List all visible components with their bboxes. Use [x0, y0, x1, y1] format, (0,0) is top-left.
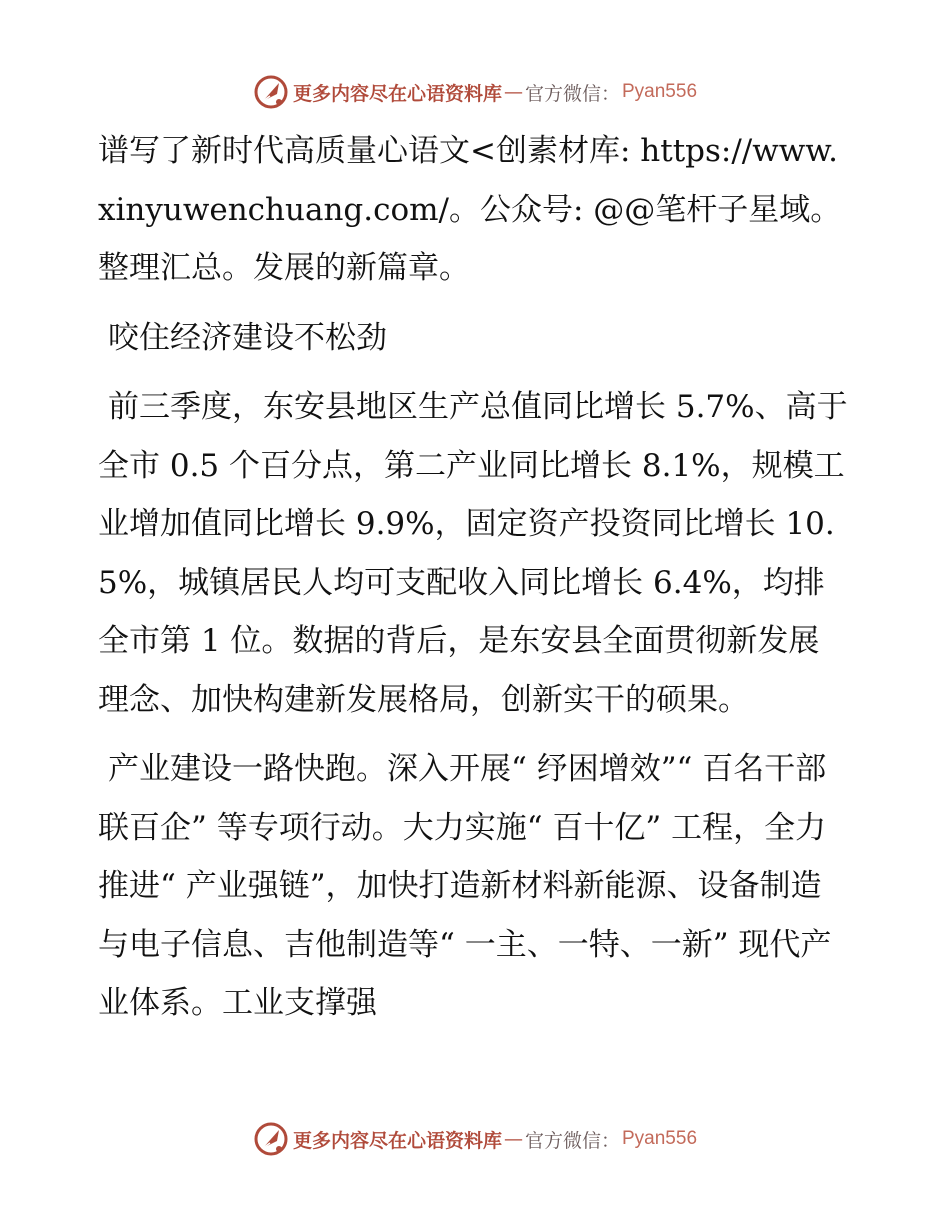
banner-wechat-id: Pyan556 [622, 1128, 698, 1149]
section-heading: 咬住经济建设不松劲 [108, 319, 387, 356]
paragraph-economy: 前三季度，东安县地区生产总值同比增长 5.7%、高于全市 0.5 个百分点，第二产业同比增长 8.1%，规模工业增加值同比增长 9.9%，固定资产投资同比增长 10.5%，城镇居民人均可支配收入同比增长 6.4%，均排全市第 1 位。数据的背后，是东安县全面贯彻新发展理念、加快构建新发展格局，创新实干的硕果。 [98, 389, 848, 718]
paragraph-intro: 谱写了新时代高质量心语文<创素材库: https://www.xinyuwenchuang.com/。公众号: @@笔杆子星域。整理汇总。发展的新篇章。 [98, 133, 842, 286]
header-banner [0, 72, 950, 112]
banner-main-text: 更多内容尽在心语资料库 [292, 82, 502, 105]
banner-dash: — [503, 1128, 523, 1150]
footer-banner [0, 1119, 950, 1159]
banner-wechat-id: Pyan556 [622, 81, 698, 102]
banner-dash: — [503, 81, 523, 103]
banner-sub-text: 官方微信： [524, 82, 620, 105]
banner-sub-text: 官方微信： [524, 1129, 620, 1152]
document-body [98, 122, 850, 1044]
quill-seal-icon [253, 1121, 289, 1157]
banner-main-text: 更多内容尽在心语资料库 [292, 1129, 502, 1152]
paragraph-industry: 产业建设一路快跑。深入开展“ 纾困增效”“ 百名干部联百企” 等专项行动。大力实施“ 百十亿” 工程，全力推进“ 产业强链”，加快打造新材料新能源、设备制造与电子信息、吉他制造等“ 一主、一特、一新” 现代产业体系。工业支撑强 [98, 751, 832, 1021]
quill-seal-icon [253, 74, 289, 110]
